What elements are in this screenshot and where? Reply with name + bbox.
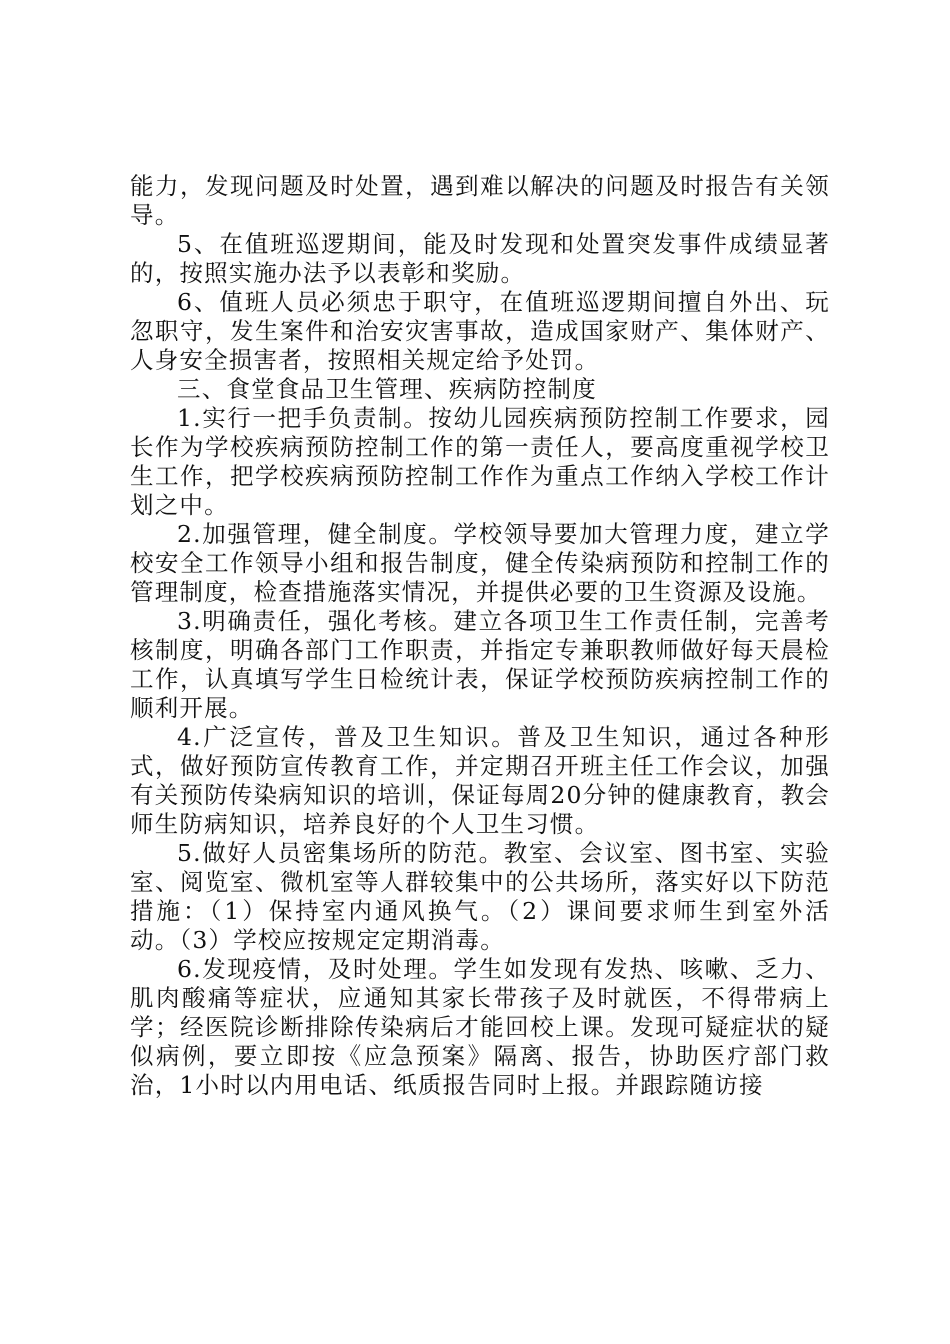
paragraph-section3-item-5: 5.做好人员密集场所的防范。教室、会议室、图书室、实验室、阅览室、微机室等人群较集中的公共场所，落实好以下防范措施：（1）保持室内通风换气。（2）课间要求师生到室外活动。（3）学校应按规定定期消毒。 [130, 839, 830, 954]
paragraph-section3-item-4: 4.广泛宣传，普及卫生知识。普及卫生知识，通过各种形式，做好预防宣传教育工作，并定期召开班主任工作会议，加强有关预防传染病知识的培训，保证每周20分钟的健康教育，教会师生防病知识，培养良好的个人卫生习惯。 [130, 723, 830, 838]
paragraph-item-6-penalty: 6、值班人员必须忠于职守，在值班巡逻期间擅自外出、玩忽职守，发生案件和治安灾害事故，造成国家财产、集体财产、人身安全损害者，按照相关规定给予处罚。 [130, 288, 830, 374]
paragraph-section3-item-3: 3.明确责任，强化考核。建立各项卫生工作责任制，完善考核制度，明确各部门工作职责，并指定专兼职教师做好每天晨检工作，认真填写学生日检统计表，保证学校预防疾病控制工作的顺利开展。 [130, 607, 830, 722]
section-heading-3: 三、食堂食品卫生管理、疾病防控制度 [177, 375, 597, 403]
document-body [130, 172, 830, 1100]
paragraph-section3-item-1: 1.实行一把手负责制。按幼儿园疾病预防控制工作要求，园长作为学校疾病预防控制工作的第一责任人，要高度重视学校卫生工作，把学校疾病预防控制工作作为重点工作纳入学校工作计划之中。 [130, 404, 830, 519]
paragraph-section3-item-6: 6.发现疫情，及时处理。学生如发现有发热、咳嗽、乏力、肌肉酸痛等症状，应通知其家长带孩子及时就医，不得带病上学；经医院诊断排除传染病后才能回校上课。发现可疑症状的疑似病例，要立即按《应急预案》隔离、报告，协助医疗部门救治，1小时以内用电话、纸质报告同时上报。并跟踪随访接 [130, 955, 830, 1099]
paragraph-section3-item-2: 2.加强管理，健全制度。学校领导要加大管理力度，建立学校安全工作领导小组和报告制度，健全传染病预防和控制工作的管理制度，检查措施落实情况，并提供必要的卫生资源及设施。 [130, 520, 830, 606]
paragraph-continued: 能力，发现问题及时处置，遇到难以解决的问题及时报告有关领导。 [130, 172, 830, 229]
paragraph-item-5-commendation: 5、在值班巡逻期间，能及时发现和处置突发事件成绩显著的，按照实施办法予以表彰和奖励。 [130, 230, 830, 287]
